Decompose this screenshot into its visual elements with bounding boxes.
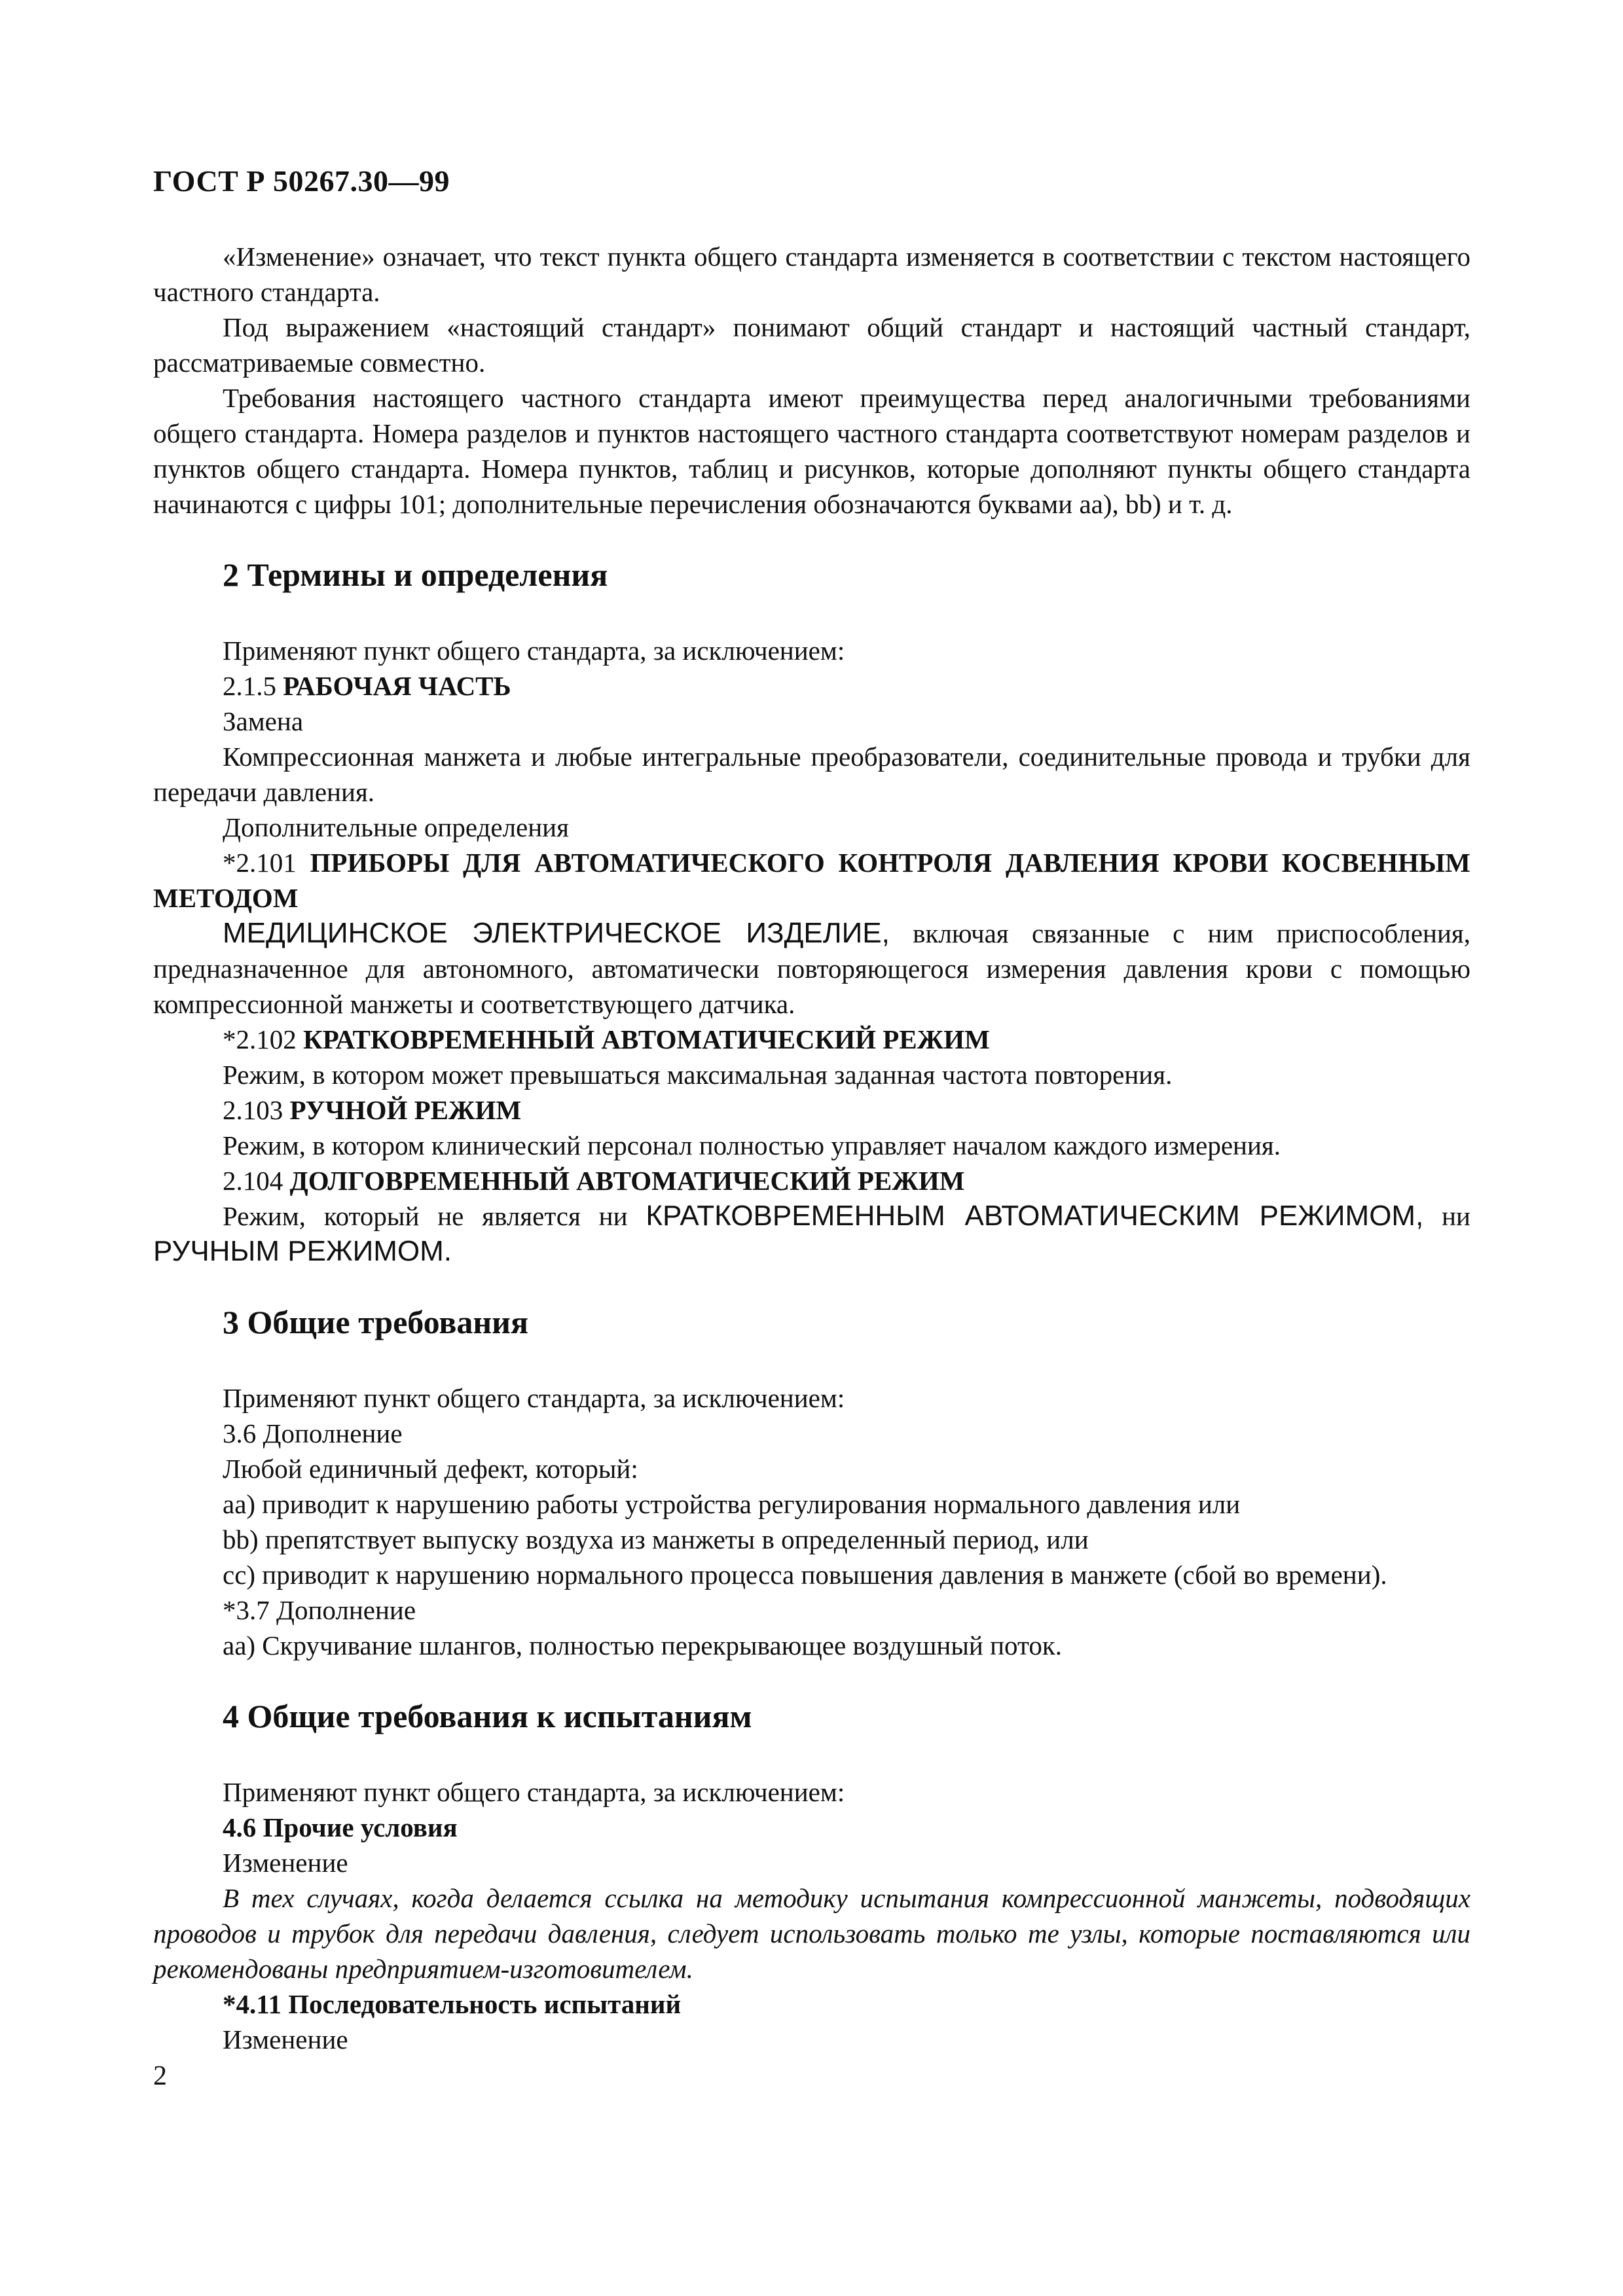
clause-number: *2.101	[223, 848, 297, 878]
clause-2-104-text	[153, 1198, 1470, 1269]
definition-text: включая связанные с ним приспособления, предназначенное для автономного, автоматически повторяющегося измерения давления крови с помощью компрессионной манжеты и соответствующего датчика.	[153, 918, 1471, 1019]
intro-paragraph-2: Под выражением «настоящий стандарт» понимают общий стандарт и настоящий частный стандарт, рассматриваемые совместно.	[153, 312, 1470, 378]
intro-paragraph-1: «Изменение» означает, что текст пункта общего стандарта изменяется в соответствии с текстом настоящего частного стандарта.	[153, 242, 1470, 307]
section-2-heading: 2 Термины и определения	[223, 556, 608, 593]
clause-2-103	[153, 1092, 1470, 1128]
change-label-2: Изменение	[223, 2024, 348, 2054]
section-2-apply-text: Применяют пункт общего стандарта, за исключением:	[223, 636, 845, 666]
clause-2-102-text: Режим, в котором может превышаться максимальная заданная частота повторения.	[223, 1060, 1173, 1090]
change-label-1: Изменение	[223, 1848, 348, 1878]
list-item-aa: аа) приводит к нарушению работы устройства регулирования нормального давления или	[223, 1489, 1241, 1519]
list-item-cc: сс) приводит к нарушению нормального процесса повышения давления в манжете (сбой во времени).	[223, 1560, 1387, 1590]
clause-term: РАБОЧАЯ ЧАСТЬ	[283, 671, 511, 701]
clause-term: ПРИБОРЫ ДЛЯ АВТОМАТИЧЕСКОГО КОНТРОЛЯ ДАВЛЕНИЯ КРОВИ КОСВЕННЫМ МЕТОДОМ	[153, 848, 1470, 913]
clause-2-1-5	[153, 668, 1470, 704]
definition-text: Режим, который не является ни	[223, 1201, 628, 1231]
defined-term-caps: РУЧНЫМ РЕЖИМОМ.	[153, 1235, 452, 1267]
clause-term: ДОЛГОВРЕМЕННЫЙ АВТОМАТИЧЕСКИЙ РЕЖИМ	[289, 1166, 965, 1196]
single-fault-text: Любой единичный дефект, который:	[223, 1454, 638, 1484]
clause-2-104	[153, 1163, 1470, 1198]
section-4-apply-text: Применяют пункт общего стандарта, за исключением:	[223, 1777, 845, 1807]
replace-label: Замена	[223, 706, 304, 736]
clause-2-103-text: Режим, в котором клинический персонал полностью управляет началом каждого измерения.	[223, 1130, 1281, 1160]
list-item-aa-3-7: аа) Скручивание шлангов, полностью перекрывающее воздушный поток.	[223, 1630, 1063, 1660]
clause-number: 2.104	[223, 1166, 283, 1196]
clause-2-102	[153, 1022, 1470, 1057]
section-3-heading: 3 Общие требования	[223, 1304, 529, 1340]
section-4-heading: 4 Общие требования к испытаниям	[223, 1698, 752, 1734]
page-number: 2	[153, 2061, 167, 2091]
additional-definitions-label: Дополнительные определения	[223, 812, 569, 842]
clause-4-6	[153, 1810, 1470, 1845]
document-code-header: ГОСТ Р 50267.30—99	[153, 164, 450, 198]
defined-term-caps: КРАТКОВРЕМЕННЫМ АВТОМАТИЧЕСКИМ РЕЖИМОМ,	[646, 1200, 1424, 1232]
clause-term: КРАТКОВРЕМЕННЫЙ АВТОМАТИЧЕСКИЙ РЕЖИМ	[303, 1024, 990, 1054]
document-body	[153, 239, 1470, 2057]
clause-2-101	[153, 845, 1470, 916]
list-item-bb: bb) препятствует выпуску воздуха из манжеты в определенный период, или	[223, 1524, 1089, 1554]
definition-text: ни	[1442, 1201, 1470, 1231]
defined-term-caps: МЕДИЦИНСКОЕ ЭЛЕКТРИЧЕСКОЕ ИЗДЕЛИЕ,	[223, 917, 890, 949]
clause-2-101-text	[153, 916, 1470, 1022]
intro-paragraph-3: Требования настоящего частного стандарта имеют преимущества перед аналогичными требованиями общего стандарта. Номера разделов и пунктов настоящего частного стандарта соответствуют номерам разделов и пунктов общего стандарта. Номера пунктов, таблиц и рисунков, которые дополняют пункты общего стандарта начинаются с цифры 101; дополнительные перечисления обозначаются буквами аа), bb) и т. д.	[153, 383, 1470, 519]
clause-3-7: *3.7 Дополнение	[223, 1595, 416, 1625]
clause-2-1-5-text: Компрессионная манжета и любые интегральные преобразователи, соединительные провода и трубки для передачи давления.	[153, 742, 1470, 807]
clause-title: *4.11 Последовательность испытаний	[223, 1989, 682, 2019]
clause-number: *2.102	[223, 1024, 297, 1054]
clause-title: 4.6 Прочие условия	[223, 1812, 458, 1842]
clause-number: 2.103	[223, 1095, 283, 1125]
clause-term: РУЧНОЙ РЕЖИМ	[289, 1095, 522, 1125]
clause-number: 2.1.5	[223, 671, 276, 701]
clause-4-11	[153, 1986, 1470, 2022]
clause-3-6: 3.6 Дополнение	[223, 1418, 403, 1448]
section-3-apply-text: Применяют пункт общего стандарта, за исключением:	[223, 1383, 845, 1413]
clause-4-6-italic-text: В тех случаях, когда делается ссылка на методику испытания компрессионной манжеты, подводящих проводов и трубок для передачи давления, следует использовать только те узлы, которые поставляются или рекомендованы предприятием-изготовителем.	[153, 1883, 1470, 1984]
